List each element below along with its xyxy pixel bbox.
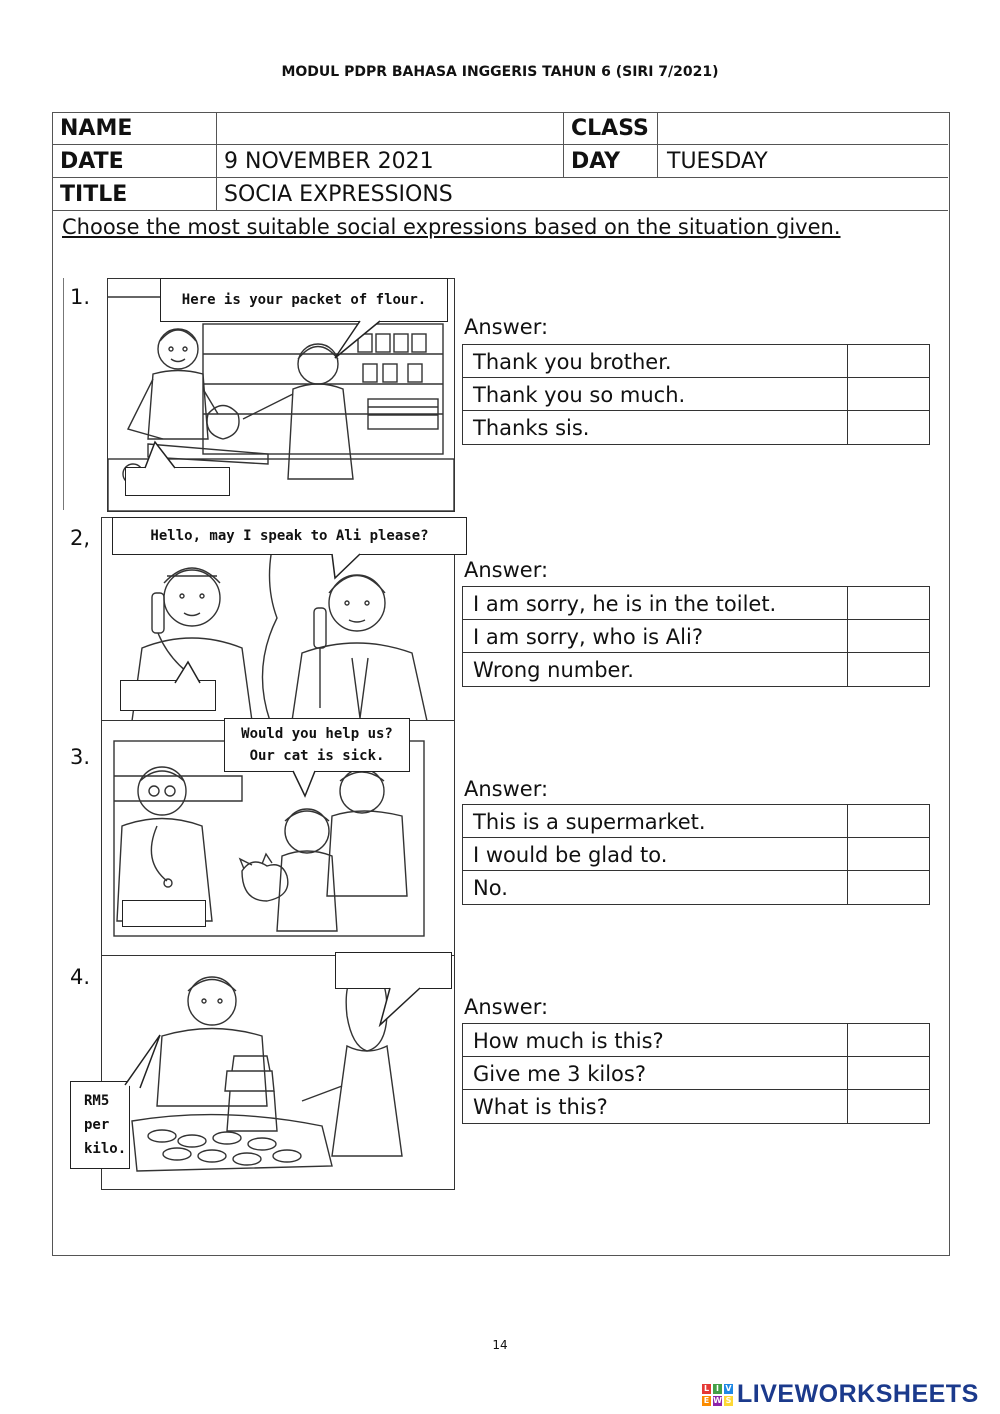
date-label: DATE — [60, 149, 124, 174]
bubble-tail — [140, 440, 190, 470]
answer-box[interactable] — [847, 345, 929, 377]
answer-label: Answer: — [464, 995, 549, 1019]
options-table-1 — [462, 344, 930, 445]
info-row-title — [52, 178, 948, 211]
answer-box[interactable] — [847, 378, 929, 410]
option-text: No. — [473, 876, 508, 900]
option-text: Thank you so much. — [473, 383, 686, 407]
brand-name: LIVEWORKSHEETS — [737, 1380, 979, 1408]
brand-mark-letter: I — [713, 1384, 722, 1394]
instruction: Choose the most suitable social expressions based on the situation given. — [62, 215, 841, 239]
option-text: How much is this? — [473, 1029, 664, 1053]
table-divider — [657, 112, 658, 178]
question-number: 2, — [70, 526, 91, 550]
price-sign — [70, 1081, 130, 1169]
bubble-tail — [170, 660, 210, 685]
option-row — [463, 653, 929, 686]
answer-box[interactable] — [847, 871, 929, 904]
option-text: What is this? — [473, 1095, 608, 1119]
title-label: TITLE — [60, 182, 128, 207]
answer-label: Answer: — [464, 315, 549, 339]
option-text: I am sorry, who is Ali? — [473, 625, 703, 649]
answer-box[interactable] — [847, 805, 929, 837]
option-row — [463, 871, 929, 904]
answer-bubble[interactable] — [125, 467, 230, 496]
bubble-tail — [320, 553, 380, 583]
answer-box[interactable] — [847, 587, 929, 619]
option-text: I would be glad to. — [473, 843, 668, 867]
options-table-3 — [462, 804, 930, 905]
option-row — [463, 378, 929, 411]
answer-label: Answer: — [464, 558, 549, 582]
bubble-tail — [285, 770, 335, 800]
option-row — [463, 838, 929, 871]
brand-mark-letter: L — [703, 1383, 710, 1393]
brand-mark-letter: E — [703, 1395, 710, 1405]
option-text: Give me 3 kilos? — [473, 1062, 646, 1086]
title-value: SOCIA EXPRESSIONS — [224, 182, 453, 207]
brand-mark-letter: W — [713, 1395, 722, 1405]
class-field[interactable] — [659, 112, 948, 144]
option-row — [463, 1057, 929, 1090]
bubble-line: Would you help us? — [241, 726, 393, 742]
info-row-name — [52, 112, 948, 145]
answer-box[interactable] — [847, 1057, 929, 1089]
answer-box[interactable] — [847, 838, 929, 870]
brand-mark-letter: S — [725, 1395, 732, 1405]
option-row — [463, 345, 929, 378]
question-number: 4. — [70, 965, 91, 989]
options-table-2 — [462, 586, 930, 687]
speech-bubble — [224, 718, 410, 772]
option-row — [463, 1024, 929, 1057]
page-header: MODUL PDPR BAHASA INGGERIS TAHUN 6 (SIRI 7/2021) — [281, 64, 719, 80]
options-table-4 — [462, 1023, 930, 1124]
bubble-line: Our cat is sick. — [249, 748, 385, 764]
option-text: Thanks sis. — [473, 416, 590, 440]
answer-box[interactable] — [847, 411, 929, 444]
brand-logo — [702, 1380, 979, 1409]
page-number: 14 — [492, 1338, 508, 1352]
speech-bubble: Hello, may I speak to Ali please? — [112, 517, 467, 555]
name-label: NAME — [60, 116, 133, 141]
class-label: CLASS — [571, 116, 649, 141]
date-value: 9 NOVEMBER 2021 — [224, 149, 434, 174]
answer-box[interactable] — [847, 1090, 929, 1123]
brand-mark-letter: V — [725, 1383, 732, 1393]
answer-box[interactable] — [847, 653, 929, 686]
table-divider — [563, 112, 564, 178]
answer-bubble[interactable] — [122, 900, 206, 927]
answer-box[interactable] — [847, 620, 929, 652]
margin-line — [63, 278, 64, 510]
option-row — [463, 587, 929, 620]
name-field[interactable] — [216, 112, 616, 144]
option-text: Thank you brother. — [473, 350, 672, 374]
option-row — [463, 411, 929, 444]
option-text: I am sorry, he is in the toilet. — [473, 592, 777, 616]
price-line: per — [84, 1117, 110, 1133]
speech-bubble: Here is your packet of flour. — [160, 278, 448, 322]
brand-mark-icon — [702, 1384, 733, 1406]
table-divider — [216, 112, 217, 211]
answer-bubble[interactable] — [335, 952, 452, 989]
day-value: TUESDAY — [667, 149, 768, 174]
question-number: 1. — [70, 285, 91, 309]
bubble-tail — [330, 320, 400, 360]
answer-box[interactable] — [847, 1024, 929, 1056]
option-text: Wrong number. — [473, 658, 634, 682]
option-row — [463, 805, 929, 838]
answer-label: Answer: — [464, 777, 549, 801]
price-line: RM5 — [84, 1093, 110, 1109]
option-row — [463, 620, 929, 653]
option-row — [463, 1090, 929, 1123]
question-number: 3. — [70, 745, 91, 769]
info-row-date — [52, 145, 948, 178]
option-text: This is a supermarket. — [473, 810, 706, 834]
bubble-tail — [120, 1030, 170, 1090]
bubble-tail — [370, 987, 440, 1027]
price-line: kilo. — [84, 1141, 127, 1157]
day-label: DAY — [571, 149, 621, 174]
